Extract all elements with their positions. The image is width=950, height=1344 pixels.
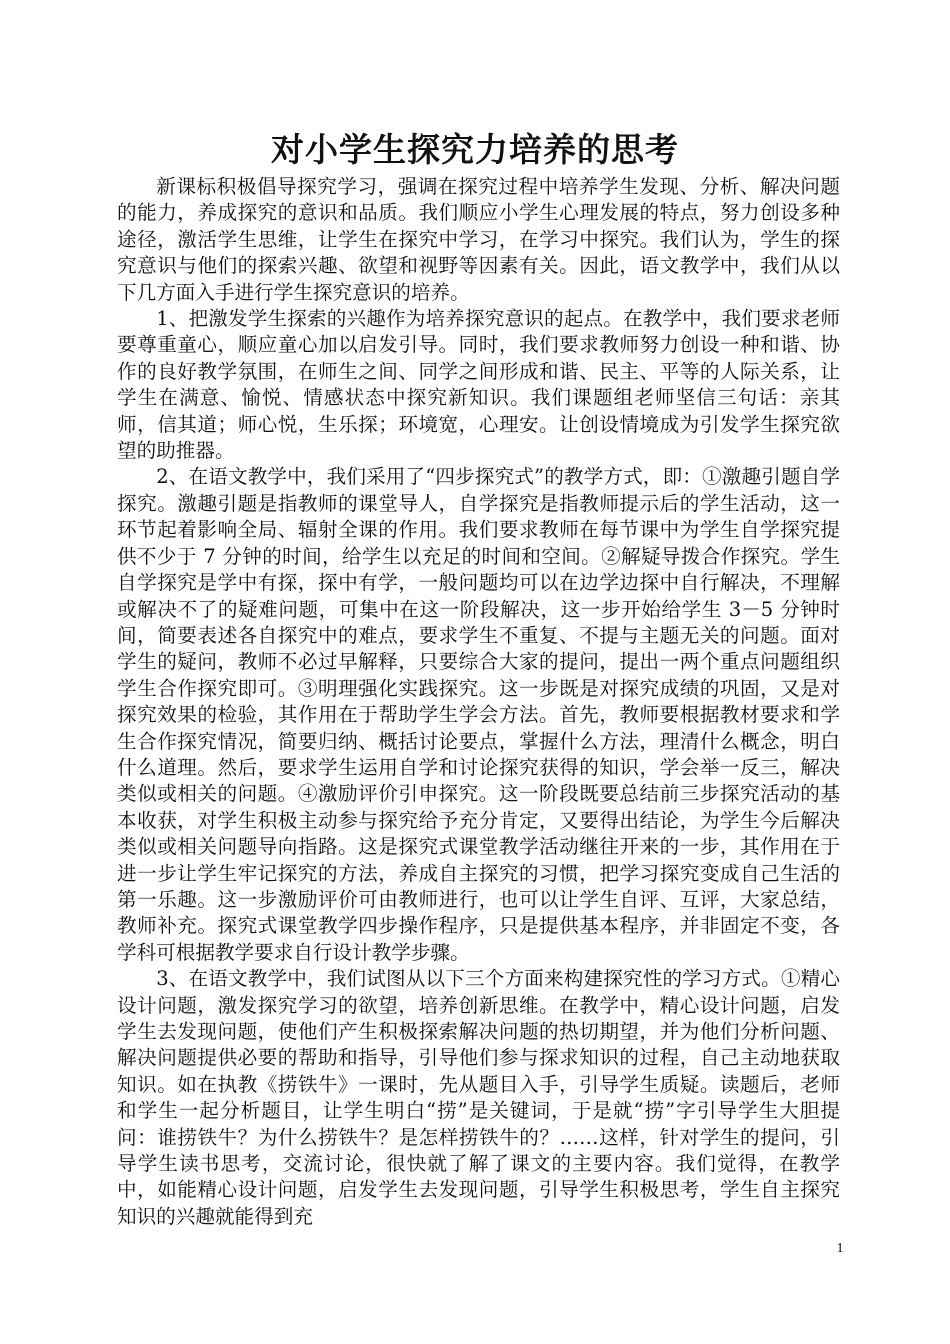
document-body (117, 174, 840, 1230)
paragraph-section-2: 2、在语文教学中，我们采用了“四步探究式”的教学方式，即：①激趣引题自学探究。激趣引题是指教师的课堂导人，自学探究是指教师提示后的学生活动，这一环节起着影响全局、辐射全课的作用。我们要求教师在每节课中为学生自学探究提供不少于 7 分钟的时间，给学生以充足的时间和空间。②解疑导拨合作探究。学生自学探究是学中有探，探中有学，一般问题均可以在边学边探中自行解决，不理解或解决不了的疑难问题，可集中在这一阶段解决，这一步开始给学生 3－5 分钟时间，简要表述各自探究中的难点，要求学生不重复、不提与主题无关的问题。面对学生的疑问，教师不必过早解释，只要综合大家的提问，提出一两个重点问题组织学生合作探究即可。③明理强化实践探究。这一步既是对探究成绩的巩固，又是对探究效果的检验，其作用在于帮助学生学会方法。首先，教师要根据教材要求和学生合作探究情况，简要归纳、概括讨论要点，掌握什么方法，理清什么概念，明白什么道理。然后，要求学生运用自学和讨论探究获得的知识，学会举一反三，解决类似或相关的问题。④激励评价引申探究。这一阶段既要总结前三步探究活动的基本收获，对学生积极主动参与探究给予充分肯定，又要得出结论，为学生今后解决类似或相关问题导向指路。这是探究式课堂教学活动继往开来的一步，其作用在于进一步让学生牢记探究的方法，养成自主探究的习惯，把学习探究变成自己生活的第一乐趣。这一步激励评价可由教师进行，也可以让学生自评、互评，大家总结，教师补充。探究式课堂教学四步操作程序，只是提供基本程序，并非固定不变，各学科可根据教学要求自行设计教学步骤。 (117, 465, 840, 964)
paragraph-section-1: 1、把激发学生探索的兴趣作为培养探究意识的起点。在教学中，我们要求老师要尊重童心，顺应童心加以启发引导。同时，我们要求教师努力创设一种和谐、协作的良好教学氛围，在师生之间、同学之间形成和谐、民主、平等的人际关系，让学生在满意、愉悦、情感状态中探究新知识。我们课题组老师坚信三句话：亲其师，信其道；师心悦，生乐探；环境宽，心理安。让创设情境成为引发学生探究欲望的助推器。 (117, 307, 840, 463)
document-title: 对小学生探究力培养的思考 (271, 130, 679, 169)
page-number: 1 (836, 1241, 844, 1256)
paragraph-section-3: 3、在语文教学中，我们试图从以下三个方面来构建探究性的学习方式。①精心设计问题，激发探究学习的欲望，培养创新思维。在教学中，精心设计问题，启发学生去发现问题，使他们产生积极探索解决问题的热切期望，并为他们分析问题、解决问题提供必要的帮助和指导，引导他们参与探求知识的过程，自己主动地获取知识。如在执教《捞铁牛》一课时，先从题目入手，引导学生质疑。读题后，老师和学生一起分析题目，让学生明白“捞”是关键词，于是就“捞”字引导学生大胆提问：谁捞铁牛？为什么捞铁牛？是怎样捞铁牛的？……这样，针对学生的提问，引导学生读书思考，交流讨论，很快就了解了课文的主要内容。我们觉得，在教学中，如能精心设计问题，启发学生去发现问题，引导学生积极思考，学生自主探究知识的兴趣就能得到充 (117, 967, 840, 1228)
paragraph-intro: 新课标积极倡导探究学习，强调在探究过程中培养学生发现、分析、解决问题的能力，养成探究的意识和品质。我们顺应小学生心理发展的特点，努力创设多种途径，激活学生思维，让学生在探究中学习，在学习中探究。我们认为，学生的探究意识与他们的探索兴趣、欲望和视野等因素有关。因此，语文教学中，我们从以下几方面入手进行学生探究意识的培养。 (117, 175, 840, 304)
